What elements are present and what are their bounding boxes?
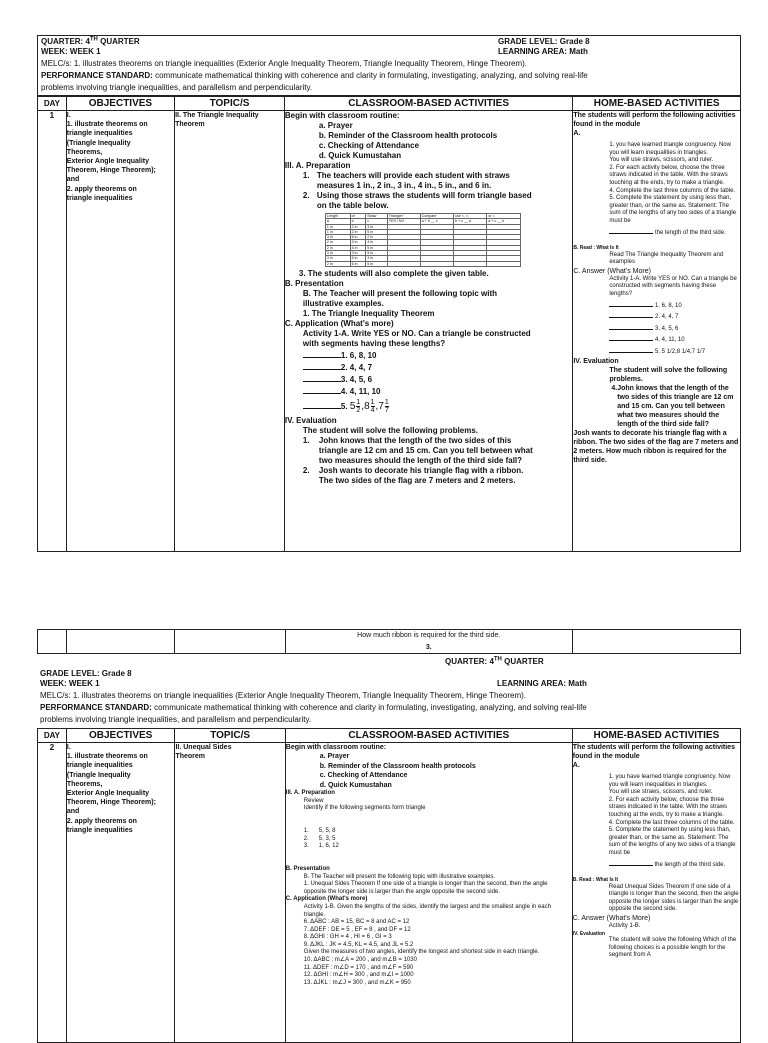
performance-standard: PERFORMANCE STANDARD: communicate mathematical thinking with coherence and clarity in formulating, investigating, analyzing, and solving real-life bbox=[41, 71, 588, 80]
col-topics-2: TOPIC/S bbox=[175, 729, 285, 743]
col-objectives: OBJECTIVES bbox=[66, 97, 174, 111]
col-objectives-2: OBJECTIVES bbox=[66, 729, 175, 743]
carry-over-num: 3. bbox=[425, 644, 432, 651]
page-2 bbox=[37, 629, 741, 1024]
carry-over-text: How much ribbon is required for the third side. bbox=[357, 632, 501, 639]
objectives-cell-2: I. 1. illustrate theorems on triangle inequalities (Triangle Inequality Theorems, Exterior Angle Inequality Theorem, Hinge Theorem); and 2. apply theorems on triangle inequalities bbox=[66, 743, 175, 1043]
page-1 bbox=[37, 35, 741, 552]
performance-standard-2: PERFORMANCE STANDARD: communicate mathematical thinking with coherence and clarity in formulating, investigating, analyzing, and solving real-life bbox=[40, 703, 587, 712]
day-number: 1 bbox=[38, 111, 67, 552]
col-home: HOME-BASED ACTIVITIES bbox=[573, 97, 741, 111]
melc-text-2: MELC/s: 1. illustrates theorems on triangle inequalities (Exterior Angle Inequality Theorem, Triangle Inequality Theorem, Hinge Theorem). bbox=[40, 691, 527, 700]
quarter-label: QUARTER: 4TH QUARTER bbox=[41, 36, 140, 46]
grade-level-2: GRADE LEVEL: Grade 8 bbox=[40, 669, 132, 678]
carry-over-row bbox=[37, 629, 741, 654]
col-day-2: DAY bbox=[38, 729, 67, 743]
lesson-table-day2 bbox=[37, 728, 741, 1043]
col-day: DAY bbox=[38, 97, 67, 111]
home-cell-2: The students will perform the following activities found in the module A. 1. you have learned triangle congruency. Now you will learn inequalities in triangles. You will use straws, scissors, and ruler. 2. For each activity below, choose the three straws indicated in the table. With the straws touching at the ends, try to make a triangle. 4. Complete the last three columns of the table. 5. Complete the statement by using less than, greater than, or the same as. Statement: The sum of the lengths of any two sides of a triangle must be the length of the third side. B. Read : What Is It Read Unequal Sides Theorem If one side of a triangle is longer than the second, then the angle opposite the longer sides is larger than the angle opposite the second side. C. Answer (What's More) Activity 1-B. IV. Evaluation The student will solve the following Which of the following choices is a possible length for the segment from A bbox=[572, 743, 740, 1043]
col-classroom-2: CLASSROOM-BASED ACTIVITIES bbox=[285, 729, 572, 743]
grade-level: GRADE LEVEL: Grade 8 bbox=[498, 37, 590, 46]
performance-standard-cont-2: problems involving triangle inequalities, and parallelism and perpendicularity. bbox=[40, 715, 312, 724]
home-cell: The students will perform the following activities found in the module A. 1. you have learned triangle congruency. Now you will learn inequalities in triangles. You will use straws, scissors, and ruler. 2. For each activity below, choose the three straws indicated in the table. With the straws touching at the ends, try to make a triangle. 4. Complete the last three columns of the table. 5. Complete the statement by using less than, greater than, or the same as. Statement: The sum of the lengths of any two sides of a triangle must be the length of the third side. B. Read : What Is It Read The Triangle Inequality Theorem and examples C. Answer (What's More) Activity 1-A. Write YES or NO. Can a triangle be constructed with segments having these lengths? 1. 6, 8, 10 2. 4, 4, 7 3. 4, 5, 6 4. 4, 11, 10 5. 5 1/2,8 1/4,7 1/7 IV. Evaluation The student will solve the following problems. 4. John knows that the length of the two sides of this triangle are 12 cm and 15 cm. Can you tell between what two measures should the length of the third side fall? Josh wants to decorate his triangle flag with a ribbon. The two sides of the flag are 7 meters and 2 meters. How much ribbon is required for the third side. bbox=[573, 111, 741, 552]
week-label: WEEK: WEEK 1 bbox=[41, 47, 101, 56]
straw-table: Length of Straw Triangle? Compare use <, >, or = A b c YES / NO a + b __ c b + c __ a a + c __ b 1 in 2 in 3 in 1 in 2 in 5 in 3 in 6 in 2 in 2 in 3 in 4 in 2 in 4 in 5 in 3 in 3 in 5 in 3 in 5 in 3 in 2 in 6 in 5 in bbox=[325, 213, 521, 267]
objectives-cell: I. 1. illustrate theorems on triangle inequalities (Triangle Inequality Theorems, Exterior Angle Inequality Theorem, Hinge Theorem); and 2. apply theorems on triangle inequalities bbox=[66, 111, 174, 552]
day-number-2: 2 bbox=[38, 743, 67, 1043]
classroom-cell: Begin with classroom routine: a. Prayer b. Reminder of the Classroom health protocols c. Checking of Attendance d. Quick Kumustahan III. A. Preparation 1. The teachers will provide each student with straws measures 1 in., 2 in., 3 in., 4 in., 5 in., and 6 in. 2. Using those straws the students will form triangle based on the table below. Length of Straw Triangle? Compare use <, >, or = A b c YES / NO a + b __ c b + c __ a a + c __ b 1 in 2 in 3 in 1 in 2 in 5 in 3 in 6 in 2 in 2 in 3 in 4 in 2 in 4 in 5 in 3 in 3 in 5 in 3 in 5 in 3 in 2 in 6 in 5 in 3. The students will also complete the given table. B. Presentation B. The Teacher will present the following topic with illustrative examples. 1. The Triangle Inequality Theorem C. Application (What's more) Activity 1-A. Write YES or NO. Can a triangle be constructed with segments having these lengths? 1. 6, 8, 10 2. 4, 4, 7 3. 4, 5, 6 4. 4, 11, 10 5. 5 $\frac{1}{2}$ ,8 $\frac{1}{4}$ ,7 $\frac{1}{7}$ IV. Evaluation The student will solve the following problems. 1. John knows that the length of the two sides of this triangle are 12 cm and 15 cm. Can you tell between what two measures should the length of the third side fall? 2. Josh wants to decorate his triangle flag with a ribbon. The two sides of the flag are 7 meters and 2 meters. bbox=[284, 111, 572, 552]
week-label-2: WEEK: WEEK 1 bbox=[40, 679, 100, 688]
header-block bbox=[37, 35, 741, 96]
performance-standard-cont: problems involving triangle inequalities, and parallelism and perpendicularity. bbox=[41, 83, 313, 92]
classroom-cell-2: Begin with classroom routine: a. Prayer b. Reminder of the Classroom health protocols c. Checking of Attendance d. Quick Kumustahan III. A. Preparation Review Identify if the following segments form triangle 1. 5, 5, 8 2. 5, 3, 5 3. 1, 6, 12 B. Presentation B. The Teacher will present the following topic with illustrative examples. 1. Unequal Sides Theorem If one side of a triangle is longer than the second, then the angle opposite the longer side is larger than the angle opposite the second side. C. Application (What's more) Activity 1-B. Given the lengths of the sides, identify the largest and the smallest angle in each triangle. 6. ΔABC : AB = 15, BC = 8 and AC = 12 7. ΔDEF : DE = 5 , EF = 8 , and DF = 12 8. ΔGHI : GH = 4 , HI = 6 , GI = 3 9. ΔJKL : JK = 4.5, KL = 4.5, and JL = 5.2 Given the measures of two angles, identify the longest and shortest side in each triangle. 10. ΔABC : m∠A = 200 , and m∠B = 1030 11. ΔDEF : m∠D = 170 , and m∠F = 590 12. ΔGHI : m∠H = 300 , and m∠I = 1000 13. ΔJKL : m∠J = 300 , and m∠K = 950 bbox=[285, 743, 572, 1043]
lesson-table-day1 bbox=[37, 96, 741, 552]
melc-text: MELC/s: 1. illustrates theorems on triangle inequalities (Exterior Angle Inequality Theorem, Triangle Inequality Theorem, Hinge Theorem). bbox=[41, 59, 528, 68]
topic-cell-2: II. Unequal Sides Theorem bbox=[175, 743, 285, 1043]
learning-area-2: LEARNING AREA: Math bbox=[497, 679, 587, 688]
col-home-2: HOME-BASED ACTIVITIES bbox=[572, 729, 740, 743]
quarter-label-2: QUARTER: 4TH QUARTER bbox=[445, 656, 544, 666]
learning-area: LEARNING AREA: Math bbox=[498, 47, 588, 56]
col-classroom: CLASSROOM-BASED ACTIVITIES bbox=[284, 97, 572, 111]
col-topics: TOPIC/S bbox=[175, 97, 285, 111]
topic-cell: II. The Triangle Inequality Theorem bbox=[175, 111, 285, 552]
